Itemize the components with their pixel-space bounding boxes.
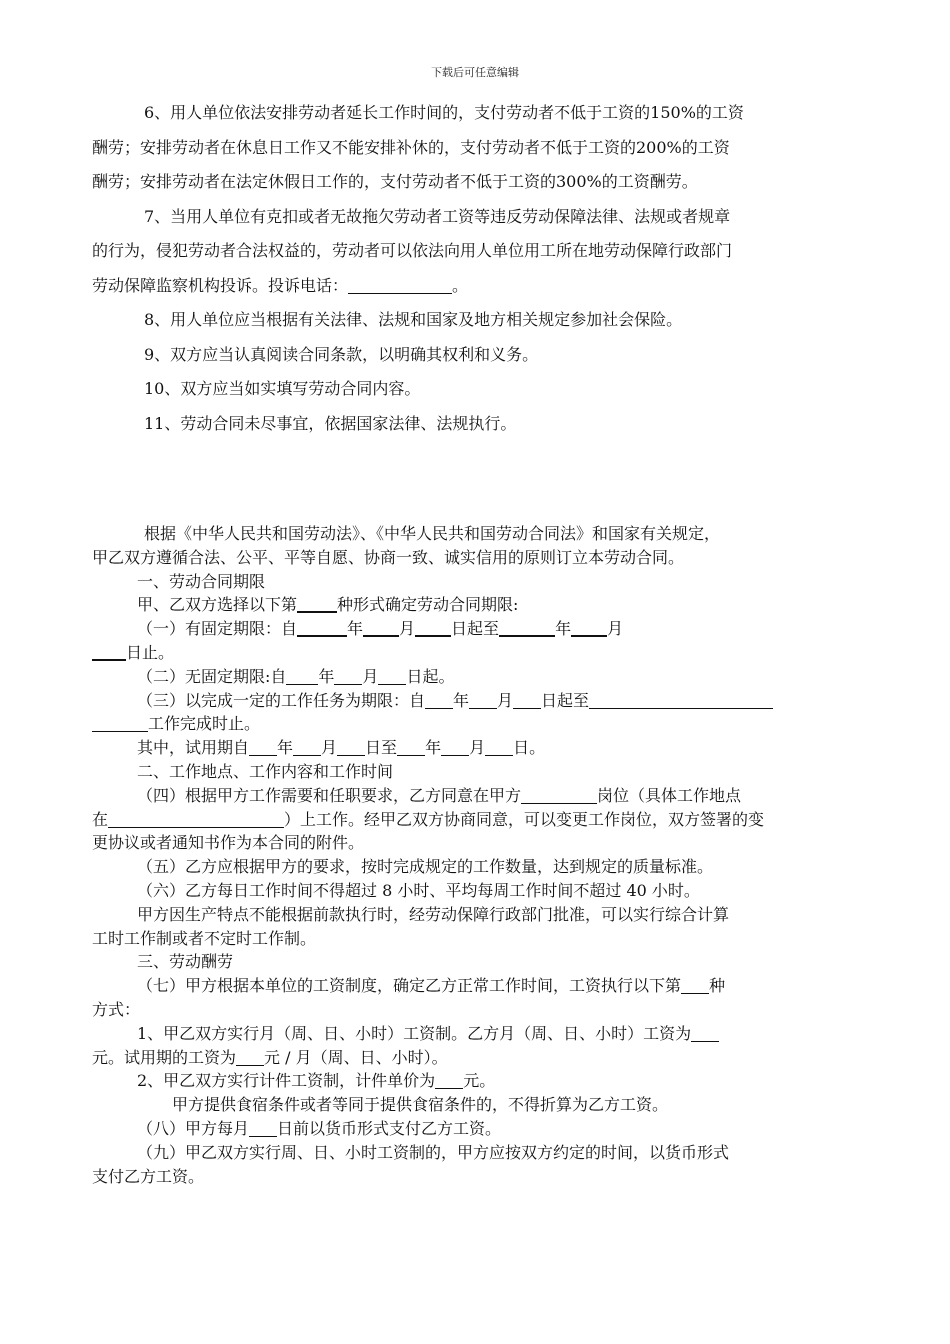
open-start-day-field[interactable] (378, 668, 406, 685)
complaint-phone-field[interactable] (348, 277, 452, 294)
day-from-label: 日起。 (406, 666, 455, 686)
open-start-year-field[interactable] (286, 668, 318, 685)
heading-work-place-content-time: 二、工作地点、工作内容和工作时间 (137, 761, 394, 781)
month-label: 月 (469, 738, 486, 758)
fixed-start-day-field[interactable] (415, 619, 451, 637)
fixed-end-day-field[interactable] (92, 643, 126, 661)
work-location-label: 岗位（具体工作地点 (597, 785, 742, 805)
fixed-term-end-line (92, 641, 867, 665)
term-type-line (92, 593, 867, 617)
pay-day-suffix: 日前以货币形式支付乙方工资。 (277, 1118, 502, 1138)
task-description-field-cont[interactable] (92, 715, 148, 732)
clause-6-line-1: 6、用人单位依法安排劳动者延长工作时间的，支付劳动者不低于工资的150%的工资 (144, 103, 744, 122)
clause-six: （六）乙方每日工作时间不得超过 8 小时、平均每周工作时间不超过 40 小时。 (137, 880, 700, 900)
day-to-label: 日至 (365, 738, 398, 758)
day-end-label: 日。 (513, 738, 546, 758)
section-supplementary-clauses (92, 96, 867, 441)
time-wage-amount-field[interactable] (691, 1025, 719, 1042)
task-term-line (92, 689, 867, 713)
job-position-line (92, 784, 867, 808)
year-label: 年 (425, 738, 442, 758)
term-type-label: 甲、乙双方选择以下第 (137, 595, 298, 615)
job-position-field[interactable] (521, 787, 597, 804)
probation-wage-unit: 元 / 月（周、日、小时）。 (264, 1047, 448, 1067)
room-board-line: 甲方提供食宿条件或者等同于提供食宿条件的，不得折算为乙方工资。 (172, 1095, 669, 1115)
pay-day-label: （八）甲方每月 (137, 1118, 250, 1138)
clause-nine-line-2: 支付乙方工资。 (92, 1166, 205, 1186)
clause-7-line-3 (92, 269, 867, 304)
probation-start-day-field[interactable] (337, 739, 365, 756)
task-description-field[interactable] (589, 692, 773, 709)
heading-remuneration: 三、劳动酬劳 (137, 952, 234, 972)
term-type-suffix: 种形式确定劳动合同期限: (337, 595, 519, 615)
year-label: 年 (318, 666, 335, 686)
day-from-to-label: 日起至 (451, 619, 500, 639)
month-label: 月 (607, 619, 624, 639)
clause-6-line-3: 酬劳；安排劳动者在法定休假日工作的，支付劳动者不低于工资的300%的工资酬劳。 (92, 172, 698, 191)
heading-contract-term: 一、劳动合同期限 (137, 571, 266, 591)
probation-wage-line (92, 1046, 867, 1070)
clause-8: 8、用人单位应当根据有关法律、法规和国家及地方相关规定参加社会保险。 (144, 310, 683, 329)
change-agreement-line: 更协议或者通知书作为本合同的附件。 (92, 833, 365, 853)
preamble-line-1: 根据《中华人民共和国劳动法》、《中华人民共和国劳动合同法》和国家有关规定， (144, 524, 721, 543)
month-label: 月 (497, 690, 514, 710)
time-wage-label: 1、甲乙双方实行月（周、日、小时）工资制。乙方月（周、日、小时）工资为 (137, 1023, 692, 1043)
work-location-field[interactable] (108, 811, 284, 828)
clause-five: （五）乙方应根据甲方的要求，按时完成规定的工作数量，达到规定的质量标准。 (137, 857, 714, 877)
clause-6-line-2: 酬劳；安排劳动者在休息日工作又不能安排补休的，支付劳动者不低于工资的200%的工资 (92, 137, 730, 157)
piece-rate-unit: 元。 (463, 1071, 496, 1091)
piece-wage-line (92, 1069, 867, 1093)
probation-end-day-field[interactable] (485, 739, 513, 756)
year-label: 年 (277, 738, 294, 758)
special-hours-line-2: 工时工作制或者不定时工作制。 (92, 928, 317, 948)
fixed-start-year-field[interactable] (297, 619, 347, 637)
work-location-suffix: ）上工作。经甲乙双方协商同意，可以变更工作岗位，双方签署的变 (284, 809, 765, 829)
month-label: 月 (362, 666, 379, 686)
clause-11: 11、劳动合同未尽事宜，依据国家法律、法规执行。 (144, 413, 517, 433)
preamble-line-2: 甲乙双方遵循合法、公平、平等自愿、协商一致、诚实信用的原则订立本劳动合同。 (92, 547, 685, 567)
task-start-day-field[interactable] (513, 692, 541, 709)
time-wage-line (92, 1022, 867, 1046)
fixed-term-label: （一）有固定期限：自 (137, 619, 298, 639)
work-location-line (92, 808, 867, 832)
year-label: 年 (555, 619, 572, 639)
probation-line (92, 736, 867, 760)
probation-start-year-field[interactable] (249, 739, 277, 756)
clause-7-line-2: 的行为，侵犯劳动者合法权益的，劳动者可以依法向用人单位用工所在地劳动保障行政部门 (92, 241, 733, 260)
task-term-end-line (92, 712, 867, 736)
task-start-month-field[interactable] (469, 692, 497, 709)
job-position-label: （四）根据甲方工作需要和任职要求，乙方同意在甲方 (137, 785, 522, 805)
year-label: 年 (453, 690, 470, 710)
wage-mode-line-2: 方式： (92, 999, 141, 1019)
fixed-end-year-field[interactable] (499, 619, 555, 637)
fixed-start-month-field[interactable] (363, 619, 399, 637)
piece-wage-label: 2、甲乙双方实行计件工资制，计件单价为 (137, 1071, 436, 1091)
special-hours-line-1: 甲方因生产特点不能根据前款执行时，经劳动保障行政部门批准，可以实行综合计算 (137, 904, 730, 924)
page-header: 下载后可任意编辑 (431, 66, 519, 79)
fixed-term-line (92, 617, 867, 641)
wage-mode-suffix: 种 (709, 976, 726, 996)
complaint-phone-label: 劳动保障监察机构投诉。投诉电话： (92, 275, 349, 295)
probation-wage-label: 元。试用期的工资为 (92, 1047, 237, 1067)
probation-end-year-field[interactable] (397, 739, 425, 756)
task-end-label: 工作完成时止。 (148, 714, 261, 734)
pay-day-line (92, 1117, 867, 1141)
task-term-label: （三）以完成一定的工作任务为期限：自 (137, 690, 426, 710)
end-label: 日止。 (126, 642, 175, 662)
probation-end-month-field[interactable] (441, 739, 469, 756)
probation-label: 其中，试用期自 (137, 738, 250, 758)
pay-day-field[interactable] (249, 1120, 277, 1137)
clause-7-line-1: 7、当用人单位有克扣或者无故拖欠劳动者工资等违反劳动保障法律、法规或者规章 (144, 206, 731, 226)
wage-mode-label: （七）甲方根据本单位的工资制度，确定乙方正常工作时间，工资执行以下第 (137, 976, 682, 996)
task-start-year-field[interactable] (425, 692, 453, 709)
open-term-line (92, 665, 867, 689)
month-label: 月 (321, 738, 338, 758)
fixed-end-month-field[interactable] (571, 619, 607, 637)
year-label: 年 (347, 619, 364, 639)
day-from-to-label: 日起至 (541, 690, 590, 710)
period-mark: 。 (452, 275, 469, 295)
term-type-field[interactable] (297, 595, 337, 613)
section-contract-body (92, 522, 867, 1188)
wage-mode-field[interactable] (681, 977, 709, 994)
clause-9: 9、双方应当认真阅读合同条款，以明确其权利和义务。 (144, 344, 539, 364)
month-label: 月 (399, 619, 416, 639)
open-term-label: （二）无固定期限:自 (137, 666, 287, 686)
wage-mode-line (92, 974, 867, 998)
piece-rate-field[interactable] (435, 1072, 463, 1089)
probation-start-month-field[interactable] (293, 739, 321, 756)
work-location-prefix: 在 (92, 809, 109, 829)
open-start-month-field[interactable] (334, 668, 362, 685)
clause-nine-line-1: （九）甲乙双方实行周、日、小时工资制的，甲方应按双方约定的时间，以货币形式 (137, 1142, 730, 1162)
clause-10: 10、双方应当如实填写劳动合同内容。 (144, 379, 421, 398)
probation-wage-amount-field[interactable] (236, 1049, 264, 1066)
